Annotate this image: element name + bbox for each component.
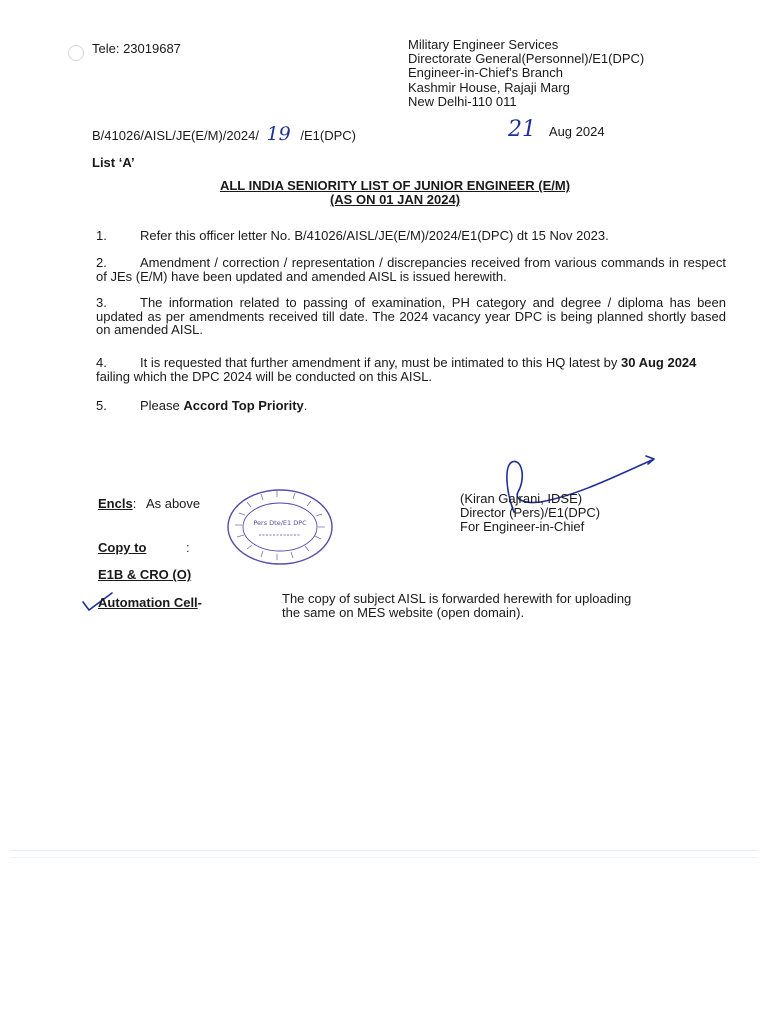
recipient-e1b: E1B & CRO (O) — [98, 567, 192, 582]
punch-hole-mark — [68, 45, 84, 61]
paragraph-text: The information related to passing of examination, PH category and degree / diploma has been updated as per amendments received till date. The 2024 vacancy year DPC is being planned shortly based on amended AISL. — [96, 295, 726, 337]
signatory-name: (Kiran Gajrani, IDSE) — [460, 491, 583, 506]
enclosures-colon: : — [132, 496, 137, 511]
address-line: New Delhi-110 011 — [408, 93, 517, 109]
letter-reference — [92, 123, 356, 145]
copy-to-label: Copy to — [98, 540, 147, 555]
paragraph-number: 5. — [96, 398, 107, 413]
handwritten-day: 21 — [508, 117, 536, 142]
paragraph-number: 3. — [96, 295, 107, 310]
enclosures-label: Encls — [98, 496, 133, 511]
paragraph-5 — [96, 399, 726, 413]
telephone-number: Tele: 23019687 — [92, 41, 181, 56]
address-line: Engineer-in-Chief's Branch — [408, 65, 563, 81]
enclosures-value: As above — [145, 496, 201, 511]
paragraph-number: 2. — [96, 255, 107, 270]
recipient-name: Automation Cell — [98, 595, 198, 610]
enclosures — [98, 496, 200, 511]
copy-to — [98, 540, 190, 555]
letter-date — [508, 117, 605, 142]
document-title — [120, 179, 670, 207]
paragraph-text: Refer this officer letter No. B/41026/AISL/JE(E/M)/2024/E1(DPC) dt 15 Nov 2023. — [140, 228, 609, 243]
paragraph-text: It is requested that further amendment if any, must be intimated to this HQ latest by — [140, 355, 621, 370]
paragraph-text: Amendment / correction / representation / discrepancies received from various commands in respect of JEs (E/M) have been updated and amended AISL is issued herewith. — [96, 255, 726, 284]
signatory-for: For Engineer-in-Chief — [460, 519, 585, 534]
priority-text: Accord Top Priority — [183, 398, 304, 413]
paragraph-number: 1. — [96, 228, 107, 243]
paragraph-number: 4. — [96, 355, 107, 370]
signatory-designation: Director (Pers)/E1(DPC) — [460, 505, 601, 520]
scan-artifact-line — [10, 857, 758, 858]
office-stamp — [225, 487, 335, 567]
address-line: Kashmir House, Rajaji Marg — [408, 79, 570, 95]
handwritten-number: 19 — [266, 123, 291, 145]
paragraph-text: . — [303, 398, 308, 413]
stamp-text: Pers Dte/E1 DPC — [253, 519, 307, 527]
paragraph-text: Please — [140, 398, 184, 413]
paragraph-4 — [96, 356, 726, 383]
copy-to-colon: : — [186, 540, 190, 555]
address-line: Military Engineer Services — [408, 37, 559, 52]
scan-artifact-line — [10, 850, 758, 851]
paragraph-text: failing which the DPC 2024 will be conducted on this AISL. — [96, 368, 433, 384]
deadline-date: 30 Aug 2024 — [621, 355, 697, 370]
address-line: Directorate General(Personnel)/E1(DPC) — [408, 51, 645, 67]
signatory-block — [460, 492, 600, 534]
paragraph-3 — [96, 296, 726, 337]
automation-cell-note: The copy of subject AISL is forwarded herewith for uploading the same on MES website (open domain). — [282, 591, 632, 620]
paragraph-2 — [96, 256, 726, 283]
title-line: (AS ON 01 JAN 2024) — [329, 192, 461, 207]
recipient-automation-cell — [98, 595, 202, 610]
office-address — [408, 38, 644, 109]
paragraph-1 — [96, 229, 726, 243]
list-label: List ‘A’ — [92, 155, 135, 170]
reference-suffix: /E1(DPC) — [300, 128, 356, 143]
date-month-year: Aug 2024 — [548, 124, 605, 139]
reference-prefix: B/41026/AISL/JE(E/M)/2024/ — [92, 128, 259, 143]
recipient-dash: - — [197, 595, 203, 610]
title-line: ALL INDIA SENIORITY LIST OF JUNIOR ENGINEER (E/M) — [219, 178, 571, 193]
